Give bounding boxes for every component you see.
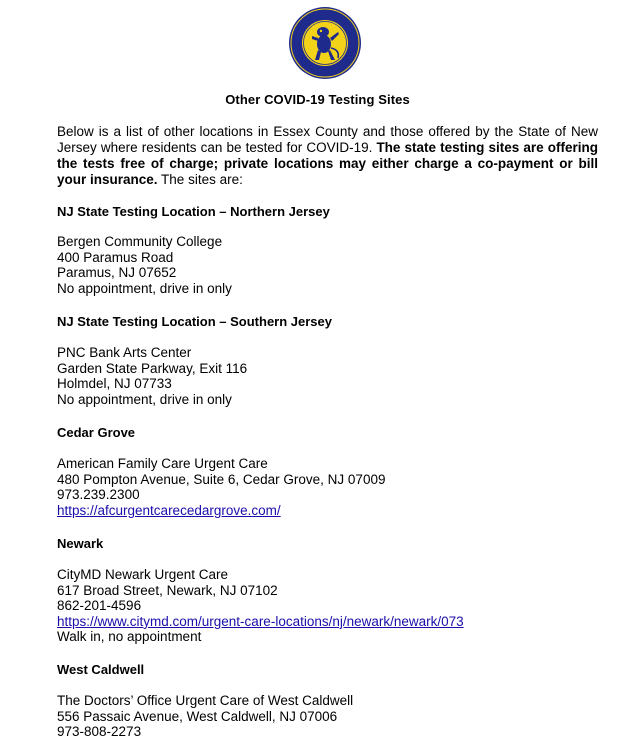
intro-tail-text: The sites are: xyxy=(157,172,243,187)
site-address: Garden State Parkway, Exit 116 xyxy=(57,360,248,376)
site-name: CityMD Newark Urgent Care xyxy=(57,567,229,582)
site-note: No appointment, drive in only xyxy=(57,280,232,296)
section-heading-southern: NJ State Testing Location – Southern Jersey xyxy=(57,314,332,329)
section-heading-northern: NJ State Testing Location – Northern Jersey xyxy=(57,204,330,219)
intro-paragraph xyxy=(57,124,598,188)
site-phone: 973.239.2300 xyxy=(57,487,140,503)
site-address: 556 Passaic Avenue, West Caldwell, NJ 07006 xyxy=(57,708,338,724)
site-address: 400 Paramus Road xyxy=(57,249,174,265)
page-title: Other COVID-19 Testing Sites xyxy=(225,92,410,107)
site-address: 617 Broad Street, Newark, NJ 07102 xyxy=(57,582,278,598)
site-name: The Doctors’ Office Urgent Care of West Caldwell xyxy=(57,693,354,708)
section-newark xyxy=(57,567,464,645)
county-seal-logo xyxy=(288,6,362,80)
site-city: Paramus, NJ 07652 xyxy=(57,265,177,281)
site-note: Walk in, no appointment xyxy=(57,629,202,645)
section-heading-west-caldwell: West Caldwell xyxy=(57,662,145,677)
section-northern xyxy=(57,234,232,296)
section-southern xyxy=(57,345,247,407)
site-name: Bergen Community College xyxy=(57,234,223,249)
site-phone: 973-808-2273 xyxy=(57,724,142,740)
site-note: No appointment, drive in only xyxy=(57,391,232,407)
section-heading-cedar-grove: Cedar Grove xyxy=(57,425,136,440)
site-address: 480 Pompton Avenue, Suite 6, Cedar Grove, NJ 07009 xyxy=(57,471,386,487)
site-name: PNC Bank Arts Center xyxy=(57,345,192,360)
section-west-caldwell xyxy=(57,693,353,740)
site-name: American Family Care Urgent Care xyxy=(57,456,268,471)
seal-emblem-icon xyxy=(288,6,362,80)
cedar-grove-website-link[interactable]: https://afcurgentcarecedargrove.com/ xyxy=(57,502,281,518)
site-phone: 862-201-4596 xyxy=(57,598,142,614)
intro-plain-text: Below is a list of other locations in Essex County and those offered by the State of New Jersey where residents can be tested for COVID-19. xyxy=(57,124,598,155)
section-heading-newark: Newark xyxy=(57,536,104,551)
newark-website-link[interactable]: https://www.citymd.com/urgent-care-locations/nj/newark/newark/073 xyxy=(57,613,464,629)
section-cedar-grove xyxy=(57,456,385,518)
site-city: Holmdel, NJ 07733 xyxy=(57,376,172,392)
intro-bold-text: The state testing sites are offering the tests free of charge; private locations may either charge a co-payment or bill your insurance. xyxy=(57,140,598,187)
